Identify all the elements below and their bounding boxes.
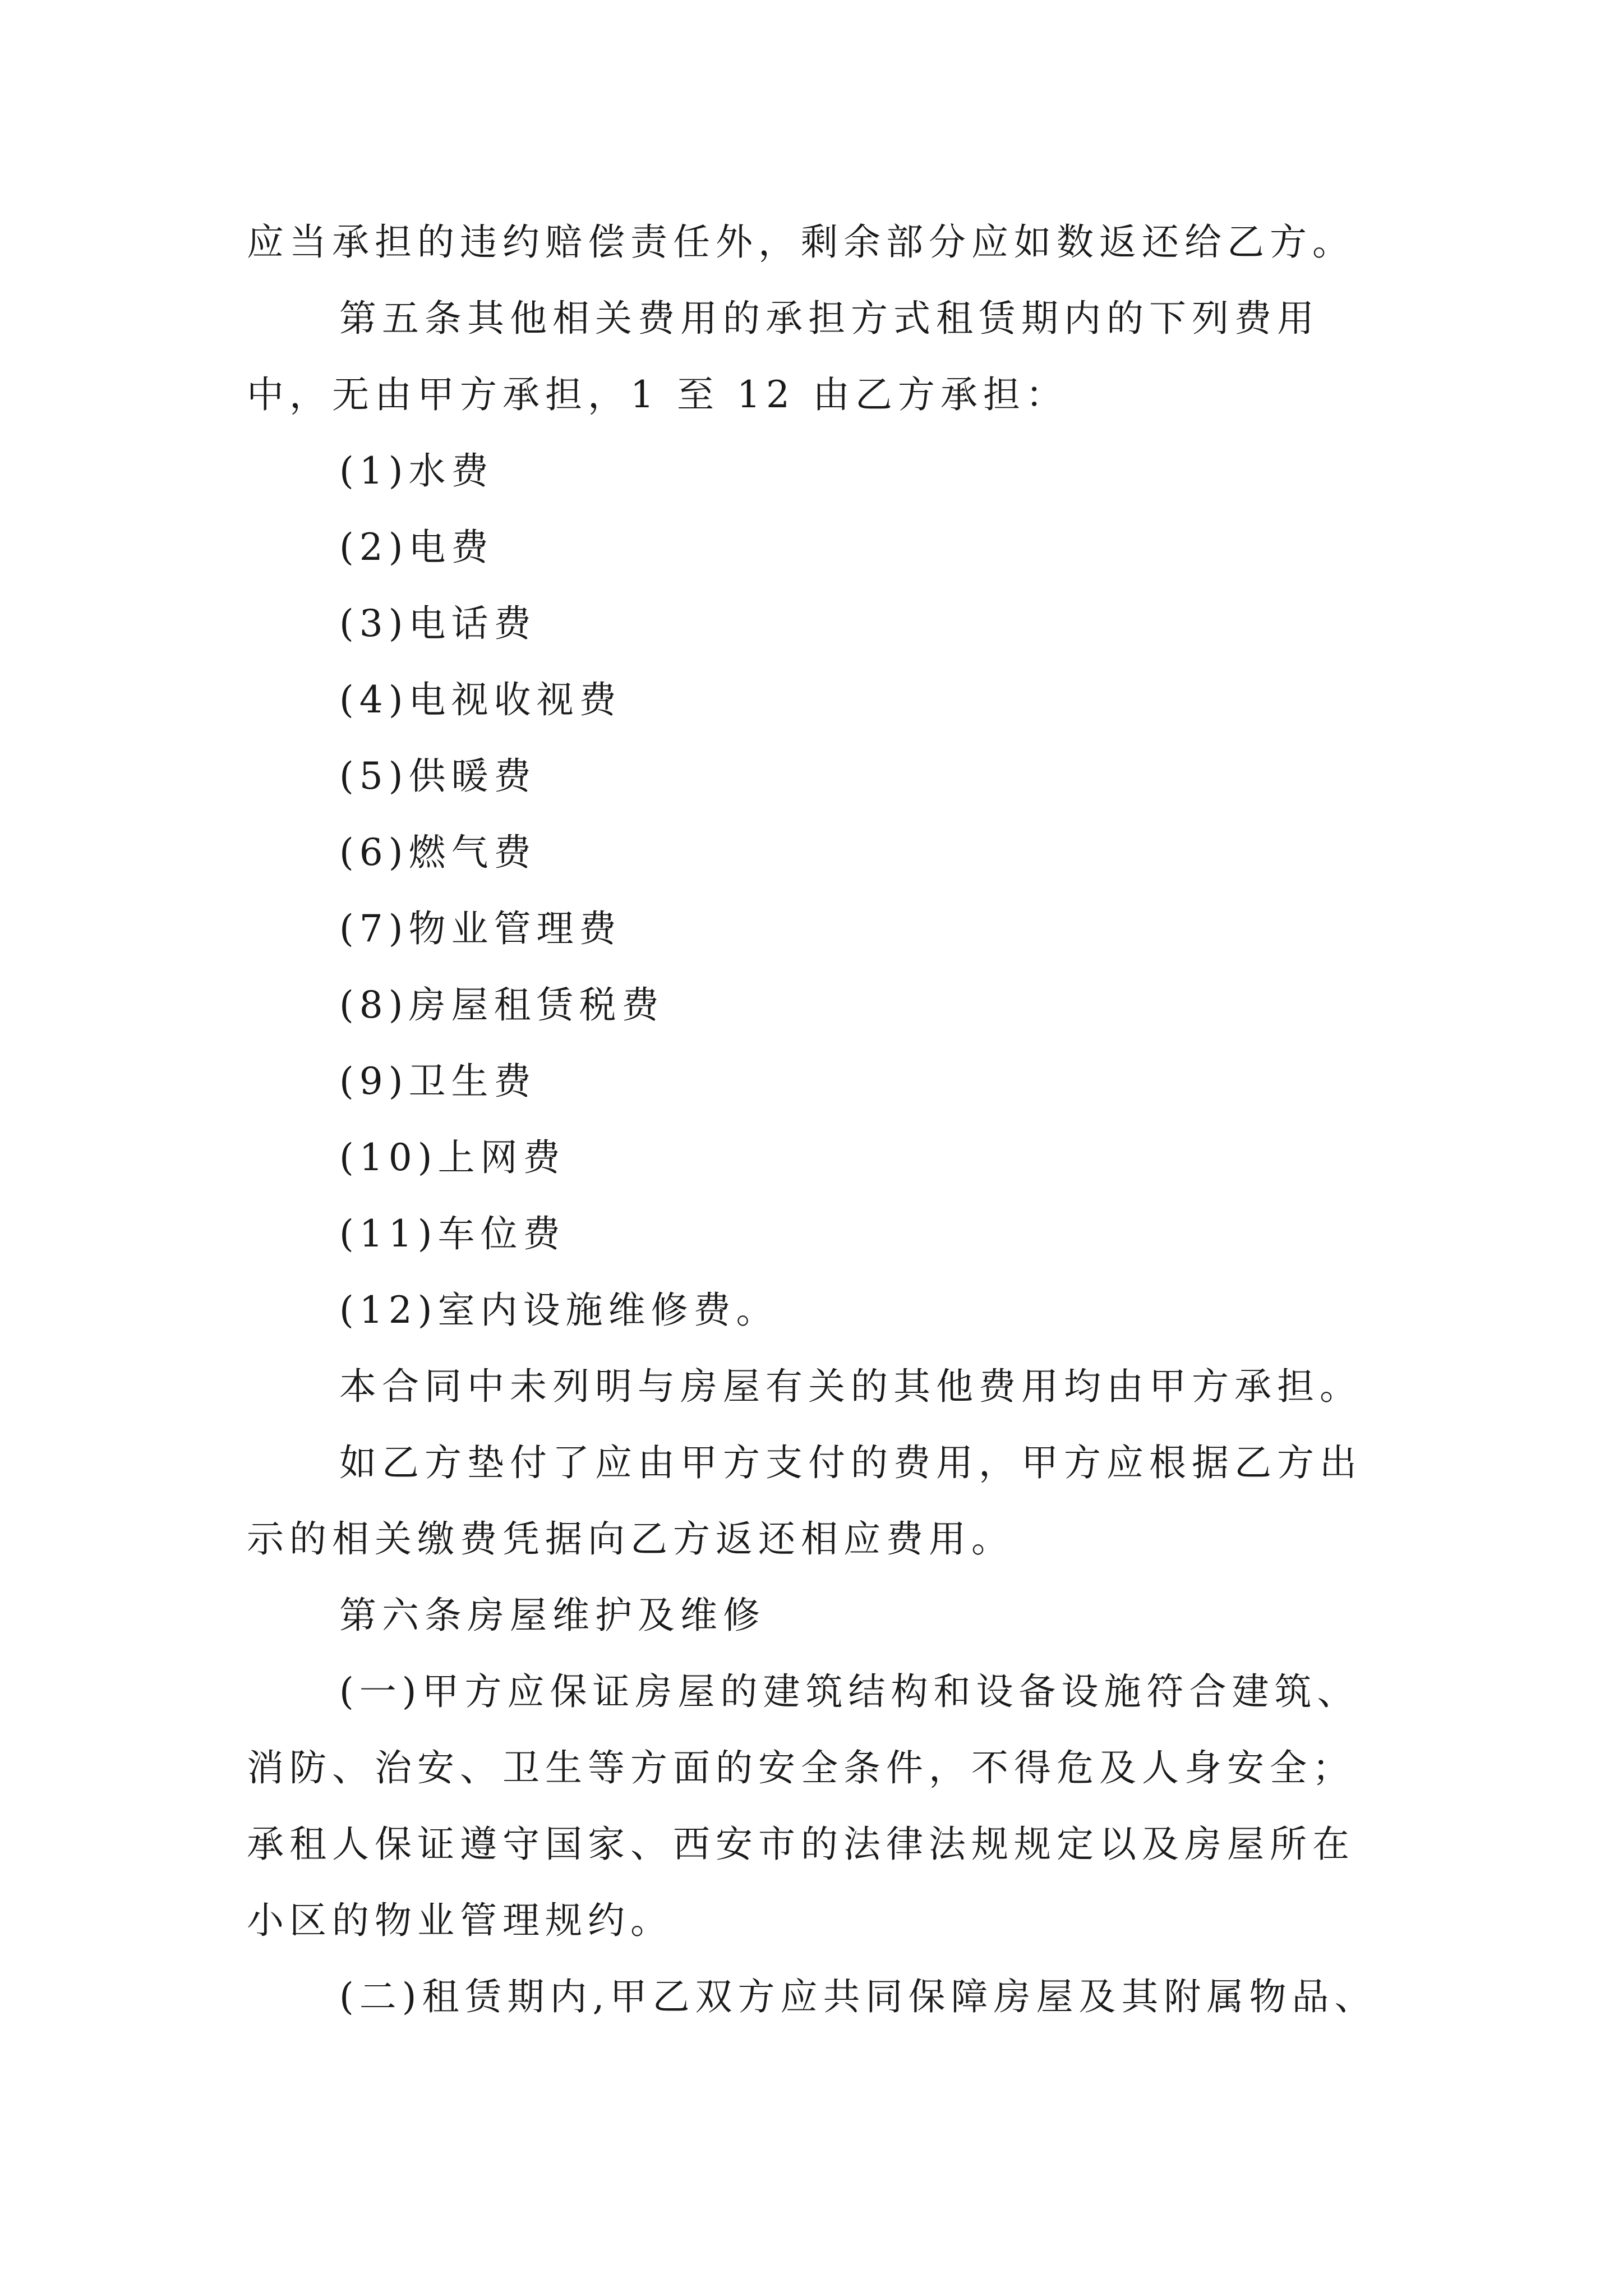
list-item: (1)水费: [339, 449, 494, 493]
list-item: (8)房屋租赁税费: [339, 983, 665, 1027]
list-item: (12)室内设施维修费。: [339, 1289, 779, 1332]
list-item: (3)电话费: [339, 602, 537, 645]
list-item: (9)卫生费: [339, 1060, 537, 1103]
list-item: (10)上网费: [339, 1136, 566, 1179]
text-line: 小区的物业管理规约。: [247, 1899, 673, 1942]
text-line: 本合同中未列明与房屋有关的其他费用均由甲方承担。: [339, 1365, 1362, 1408]
text-line: 如乙方垫付了应由甲方支付的费用，甲方应根据乙方出: [339, 1441, 1362, 1484]
list-item: (5)供暖费: [339, 754, 537, 798]
section-heading: 第六条房屋维护及维修: [339, 1594, 766, 1637]
list-item: (11)车位费: [339, 1212, 566, 1255]
list-item: (2)电费: [339, 526, 494, 569]
text-line: 应当承担的违约赔偿责任外，剩余部分应如数返还给乙方。: [247, 220, 1355, 264]
list-item: (4)电视收视费: [339, 678, 622, 721]
text-line: 消防、治安、卫生等方面的安全条件，不得危及人身安全；: [247, 1746, 1355, 1789]
text-line: 示的相关缴费凭据向乙方返还相应费用。: [247, 1517, 1014, 1561]
text-line: (一)甲方应保证房屋的建筑结构和设备设施符合建筑、: [339, 1670, 1360, 1713]
text-line: (二)租赁期内,甲乙双方应共同保障房屋及其附属物品、: [339, 1975, 1377, 2018]
text-line: 中，无由甲方承担，1 至 12 由乙方承担：: [247, 373, 1068, 416]
list-item: (6)燃气费: [339, 831, 537, 874]
text-line: 第五条其他相关费用的承担方式租赁期内的下列费用: [339, 297, 1320, 340]
text-line: 承租人保证遵守国家、西安市的法律法规规定以及房屋所在: [247, 1823, 1355, 1866]
list-item: (7)物业管理费: [339, 907, 622, 950]
